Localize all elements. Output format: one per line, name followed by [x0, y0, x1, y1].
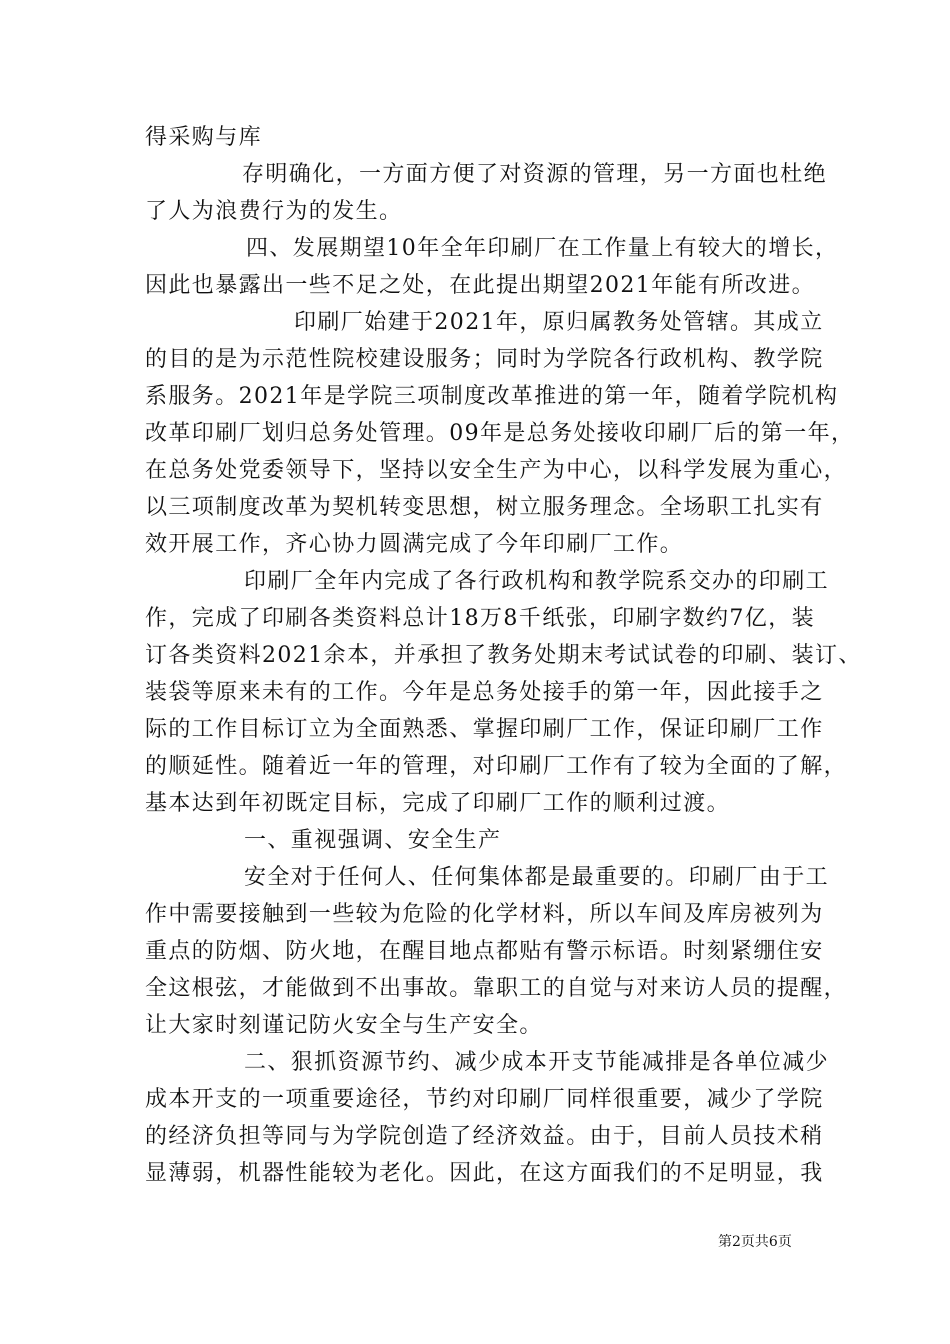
text-line: 存明确化，一方面方便了对资源的管理，另一方面也杜绝 [242, 162, 828, 187]
text-line: 因此也暴露出一些不足之处，在此提出期望2021年能有所改进。 [145, 273, 815, 298]
text-line: 四、发展期望10年全年印刷厂在工作量上有较大的增长， [246, 236, 839, 261]
text-line: 改革印刷厂划归总务处管理。09年是总务处接收印刷厂后的第一年， [145, 421, 855, 446]
section-heading: 一、重视强调、安全生产 [244, 828, 502, 853]
text-line: 得采购与库 [145, 125, 263, 150]
text-line: 成本开支的一项重要途径，节约对印刷厂同样很重要，减少了学院 [145, 1087, 824, 1112]
text-line: 际的工作目标订立为全面熟悉、掌握印刷厂工作，保证印刷厂工作 [145, 717, 824, 742]
text-line: 作中需要接触到一些较为危险的化学材料，所以车间及库房被列为 [145, 902, 824, 927]
text-line: 在总务处党委领导下，坚持以安全生产为中心，以科学发展为重心， [145, 458, 848, 483]
text-line: 系服务。2021年是学院三项制度改革推进的第一年，随着学院机构 [145, 384, 839, 409]
text-line: 显薄弱，机器性能较为老化。因此，在这方面我们的不足明显，我 [145, 1161, 824, 1186]
text-line: 印刷厂始建于2021年，原归属教务处管辖。其成立 [294, 310, 824, 335]
text-line: 了人为浪费行为的发生。 [145, 199, 403, 224]
text-line: 的目的是为示范性院校建设服务；同时为学院各行政机构、教学院 [145, 347, 824, 372]
text-line: 效开展工作，齐心协力圆满完成了今年印刷厂工作。 [145, 532, 684, 557]
text-line: 的经济负担等同与为学院创造了经济效益。由于，目前人员技术稍 [145, 1124, 824, 1149]
text-line: 安全对于任何人、任何集体都是最重要的。印刷厂由于工 [244, 865, 830, 890]
text-line: 订各类资料2021余本，并承担了教务处期末考试试卷的印刷、装订、 [145, 643, 862, 668]
section-heading: 二、狠抓资源节约、减少成本开支节能减排是各单位减少 [244, 1050, 830, 1075]
text-line: 作，完成了印刷各类资料总计18万8千纸张，印刷字数约7亿，装 [145, 606, 815, 631]
text-line: 装袋等原来未有的工作。今年是总务处接手的第一年，因此接手之 [145, 680, 824, 705]
text-line: 印刷厂全年内完成了各行政机构和教学院系交办的印刷工 [244, 569, 830, 594]
text-line: 让大家时刻谨记防火安全与生产安全。 [145, 1013, 543, 1038]
text-line: 以三项制度改革为契机转变思想，树立服务理念。全场职工扎实有 [145, 495, 824, 520]
text-line: 基本达到年初既定目标，完成了印刷厂工作的顺利过渡。 [145, 791, 731, 816]
text-line: 重点的防烟、防火地，在醒目地点都贴有警示标语。时刻紧绷住安 [145, 939, 824, 964]
page-number-footer: 第2页共6页 [718, 1234, 792, 1250]
text-line: 的顺延性。随着近一年的管理，对印刷厂工作有了较为全面的了解， [145, 754, 848, 779]
text-line: 全这根弦，才能做到不出事故。靠职工的自觉与对来访人员的提醒， [145, 976, 848, 1001]
